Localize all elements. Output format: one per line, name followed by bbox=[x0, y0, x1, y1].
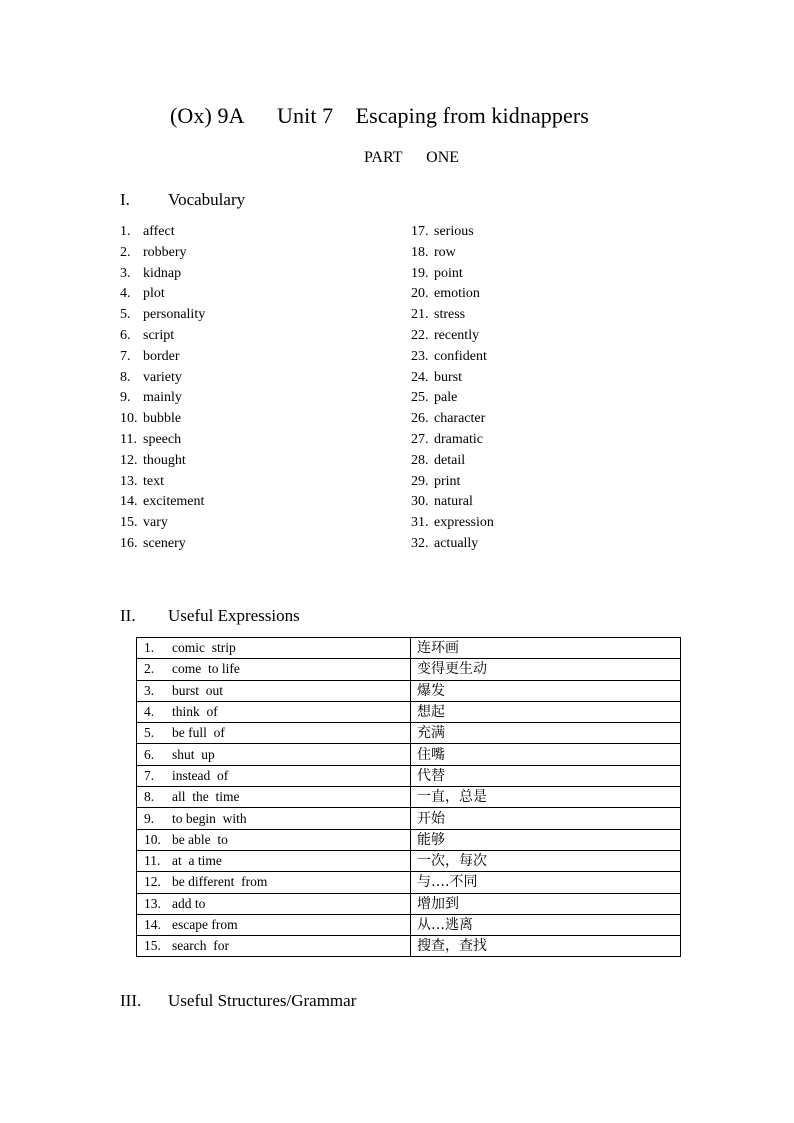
vocabulary-word: row bbox=[434, 244, 456, 260]
expression-english: add to bbox=[172, 895, 206, 911]
vocabulary-item bbox=[411, 513, 494, 534]
expression-english: escape from bbox=[172, 917, 238, 932]
vocabulary-word: affect bbox=[143, 224, 175, 239]
expression-number: 12. bbox=[144, 874, 161, 890]
vocabulary-word: excitement bbox=[143, 494, 205, 510]
vocabulary-item bbox=[120, 243, 205, 264]
expression-english: all the time bbox=[172, 789, 240, 805]
expression-chinese-cell: 连环画 bbox=[411, 638, 681, 659]
expression-english: search for bbox=[172, 938, 229, 954]
expression-chinese-cell: 变得更生动 bbox=[411, 659, 681, 680]
expression-english: come to life bbox=[172, 661, 240, 677]
vocabulary-number: 27. bbox=[411, 431, 429, 447]
expression-number: 1. bbox=[144, 640, 155, 656]
vocabulary-word: pale bbox=[434, 390, 458, 406]
vocabulary-item bbox=[411, 430, 494, 451]
table-row bbox=[137, 914, 681, 935]
expression-number: 3. bbox=[144, 682, 155, 698]
vocabulary-number: 13. bbox=[120, 473, 138, 489]
table-row bbox=[137, 701, 681, 722]
vocabulary-item bbox=[120, 513, 205, 534]
expression-english-cell bbox=[137, 936, 411, 957]
vocabulary-number: 12. bbox=[120, 452, 138, 468]
table-row bbox=[137, 765, 681, 786]
vocabulary-number: 22. bbox=[411, 327, 429, 343]
expression-english: shut up bbox=[172, 746, 215, 762]
vocabulary-word: point bbox=[434, 265, 463, 281]
section-title: Vocabulary bbox=[168, 190, 246, 209]
expression-number: 6. bbox=[144, 746, 155, 762]
vocabulary-number: 1. bbox=[120, 224, 131, 239]
expression-english-cell bbox=[137, 744, 411, 765]
vocabulary-word: scenery bbox=[143, 535, 186, 551]
expression-number: 14. bbox=[144, 917, 161, 932]
expression-number: 4. bbox=[144, 704, 155, 720]
expression-chinese-cell: 一次，每次 bbox=[411, 850, 681, 871]
vocabulary-number: 23. bbox=[411, 348, 429, 364]
table-row bbox=[137, 723, 681, 744]
expression-english-cell bbox=[137, 893, 411, 914]
vocabulary-word: text bbox=[143, 473, 164, 489]
vocabulary-word: bubble bbox=[143, 411, 182, 427]
expression-chinese-cell: 充满 bbox=[411, 723, 681, 744]
table-row bbox=[137, 850, 681, 871]
vocabulary-item bbox=[120, 472, 205, 493]
table-row bbox=[137, 659, 681, 680]
vocabulary-item bbox=[411, 326, 494, 347]
vocabulary-number: 31. bbox=[411, 515, 429, 531]
expression-number: 15. bbox=[144, 938, 161, 954]
expression-english-cell bbox=[137, 638, 411, 659]
vocabulary-word: kidnap bbox=[143, 265, 182, 281]
vocabulary-word: serious bbox=[434, 224, 474, 239]
expression-chinese-cell: 想起 bbox=[411, 701, 681, 722]
vocabulary-word: vary bbox=[143, 515, 168, 531]
vocabulary-number: 17. bbox=[411, 224, 429, 239]
table-row bbox=[137, 638, 681, 659]
vocabulary-word: confident bbox=[434, 348, 487, 364]
expression-english-cell bbox=[137, 659, 411, 680]
vocabulary-item bbox=[120, 368, 205, 389]
section-title: Useful Structures/Grammar bbox=[168, 991, 357, 1010]
expression-english: instead of bbox=[172, 767, 229, 783]
vocabulary-word: robbery bbox=[143, 244, 187, 260]
vocabulary-word: personality bbox=[143, 307, 206, 323]
vocabulary-item bbox=[120, 222, 205, 243]
expression-chinese-cell: 一直，总是 bbox=[411, 787, 681, 808]
vocabulary-item bbox=[411, 492, 494, 513]
vocabulary-word: variety bbox=[143, 369, 182, 385]
table-row bbox=[137, 936, 681, 957]
vocabulary-word: plot bbox=[143, 286, 165, 302]
expression-english-cell bbox=[137, 850, 411, 871]
vocabulary-number: 32. bbox=[411, 535, 429, 551]
vocabulary-item bbox=[411, 472, 494, 493]
vocabulary-item bbox=[411, 409, 494, 430]
vocabulary-word: speech bbox=[143, 431, 182, 447]
expression-english-cell bbox=[137, 701, 411, 722]
vocabulary-word: thought bbox=[143, 452, 186, 468]
vocabulary-item bbox=[120, 326, 205, 347]
expression-number: 9. bbox=[144, 810, 155, 826]
vocabulary-item bbox=[120, 409, 205, 430]
vocabulary-item bbox=[411, 388, 494, 409]
vocabulary-item bbox=[120, 284, 205, 305]
vocabulary-number: 14. bbox=[120, 494, 138, 510]
vocabulary-word: recently bbox=[434, 327, 480, 343]
table-row bbox=[137, 744, 681, 765]
vocabulary-number: 11. bbox=[120, 431, 137, 447]
vocabulary-number: 6. bbox=[120, 327, 131, 343]
expression-chinese-cell: 能够 bbox=[411, 829, 681, 850]
vocabulary-number: 19. bbox=[411, 265, 429, 281]
expression-number: 10. bbox=[144, 831, 161, 847]
section-expressions-heading bbox=[120, 606, 300, 626]
vocabulary-word: detail bbox=[434, 452, 466, 468]
vocabulary-item bbox=[411, 222, 494, 243]
vocabulary-item bbox=[411, 368, 494, 389]
expression-english-cell bbox=[137, 808, 411, 829]
expression-english: be full of bbox=[172, 725, 225, 741]
vocabulary-number: 16. bbox=[120, 535, 138, 551]
vocabulary-number: 20. bbox=[411, 286, 429, 302]
expression-chinese-cell: 开始 bbox=[411, 808, 681, 829]
table-row bbox=[137, 680, 681, 701]
vocabulary-word: dramatic bbox=[434, 431, 483, 447]
vocabulary-number: 15. bbox=[120, 515, 138, 531]
table-row bbox=[137, 872, 681, 893]
vocabulary-item bbox=[120, 430, 205, 451]
expression-english: be different from bbox=[172, 874, 268, 890]
expression-english-cell bbox=[137, 765, 411, 786]
vocabulary-item bbox=[411, 451, 494, 472]
section-structures-heading bbox=[120, 991, 356, 1011]
vocabulary-word: script bbox=[143, 327, 175, 343]
part-heading: PART ONE bbox=[364, 149, 460, 166]
expression-english: think of bbox=[172, 704, 218, 720]
expression-english: burst out bbox=[172, 682, 224, 698]
vocabulary-list-left bbox=[120, 222, 205, 555]
vocabulary-number: 29. bbox=[411, 473, 429, 489]
expression-chinese-cell: 从…逃离 bbox=[411, 914, 681, 935]
section-number: III. bbox=[120, 991, 142, 1010]
expression-english-cell bbox=[137, 680, 411, 701]
vocabulary-word: expression bbox=[434, 515, 494, 531]
expression-chinese-cell: 住嘴 bbox=[411, 744, 681, 765]
expression-english-cell bbox=[137, 914, 411, 935]
expression-chinese-cell: 搜查，查找 bbox=[411, 936, 681, 957]
vocabulary-word: actually bbox=[434, 535, 479, 551]
vocabulary-item bbox=[120, 347, 205, 368]
expression-english-cell bbox=[137, 872, 411, 893]
vocabulary-item bbox=[120, 264, 205, 285]
section-number: II. bbox=[120, 606, 136, 625]
vocabulary-number: 5. bbox=[120, 307, 131, 323]
vocabulary-word: mainly bbox=[143, 390, 182, 406]
vocabulary-list-right bbox=[411, 222, 494, 555]
table-row bbox=[137, 808, 681, 829]
section-title: Useful Expressions bbox=[168, 606, 300, 625]
expression-english: to begin with bbox=[172, 810, 247, 826]
vocabulary-number: 9. bbox=[120, 390, 131, 406]
vocabulary-word: emotion bbox=[434, 286, 480, 302]
document-title: (Ox) 9A Unit 7 Escaping from kidnappers bbox=[170, 103, 589, 128]
expression-number: 7. bbox=[144, 767, 155, 783]
vocabulary-item bbox=[411, 284, 494, 305]
expression-english: comic strip bbox=[172, 640, 236, 656]
vocabulary-number: 28. bbox=[411, 452, 429, 468]
expression-chinese-cell: 增加到 bbox=[411, 893, 681, 914]
expression-number: 2. bbox=[144, 661, 155, 677]
expression-chinese-cell: 与….不同 bbox=[411, 872, 681, 893]
expression-english: be able to bbox=[172, 831, 228, 847]
vocabulary-item bbox=[411, 243, 494, 264]
expression-chinese-cell: 爆发 bbox=[411, 680, 681, 701]
vocabulary-number: 25. bbox=[411, 390, 429, 406]
vocabulary-number: 30. bbox=[411, 494, 429, 510]
expression-english: at a time bbox=[172, 853, 222, 869]
vocabulary-item bbox=[411, 347, 494, 368]
vocabulary-number: 10. bbox=[120, 411, 138, 427]
vocabulary-number: 24. bbox=[411, 369, 429, 385]
table-row bbox=[137, 787, 681, 808]
vocabulary-item bbox=[120, 305, 205, 326]
vocabulary-item bbox=[120, 534, 205, 555]
vocabulary-number: 2. bbox=[120, 244, 131, 260]
vocabulary-item bbox=[411, 264, 494, 285]
expression-number: 5. bbox=[144, 725, 155, 741]
vocabulary-item bbox=[411, 534, 494, 555]
table-row bbox=[137, 829, 681, 850]
expression-english-cell bbox=[137, 723, 411, 744]
expression-english-cell bbox=[137, 787, 411, 808]
vocabulary-item bbox=[120, 451, 205, 472]
vocabulary-number: 18. bbox=[411, 244, 429, 260]
vocabulary-number: 26. bbox=[411, 411, 429, 427]
vocabulary-number: 21. bbox=[411, 307, 429, 323]
vocabulary-item bbox=[120, 388, 205, 409]
section-number: I. bbox=[120, 190, 130, 209]
vocabulary-word: character bbox=[434, 411, 486, 427]
vocabulary-item bbox=[120, 492, 205, 513]
table-row bbox=[137, 893, 681, 914]
expression-number: 8. bbox=[144, 789, 155, 805]
vocabulary-word: stress bbox=[434, 307, 466, 323]
vocabulary-word: print bbox=[434, 473, 461, 489]
vocabulary-item bbox=[411, 305, 494, 326]
expression-chinese-cell: 代替 bbox=[411, 765, 681, 786]
expression-english-cell bbox=[137, 829, 411, 850]
vocabulary-number: 8. bbox=[120, 369, 131, 385]
vocabulary-word: natural bbox=[434, 494, 473, 510]
vocabulary-word: burst bbox=[434, 369, 462, 385]
vocabulary-word: border bbox=[143, 348, 180, 364]
expression-number: 13. bbox=[144, 895, 161, 911]
expressions-table bbox=[136, 637, 681, 957]
vocabulary-number: 3. bbox=[120, 265, 131, 281]
vocabulary-number: 4. bbox=[120, 286, 131, 302]
expression-number: 11. bbox=[144, 853, 161, 869]
section-vocabulary-heading bbox=[120, 190, 245, 210]
vocabulary-number: 7. bbox=[120, 348, 131, 364]
